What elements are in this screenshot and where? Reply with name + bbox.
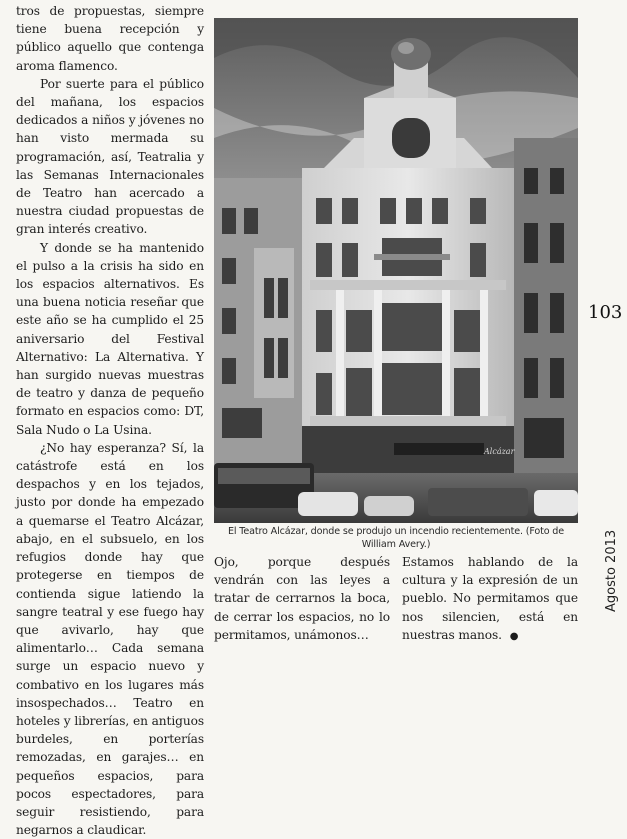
article-paragraph: Y donde se ha mantenido el pulso a la crisis ha sido en los espacios alternativos. Es una buena noticia reseñar que este año se ha cumplido el 25 aniversario del Festival Alternativo: La Alternativa. Y han surgido nuevas muestras de teatro y danza de pequeño formato en espacios como: DT, Sala Nudo o La Usina. [16,240,204,437]
article-paragraph: Por suerte para el público del mañana, los espacios dedicados a niños y jóvenes no han visto mermada su programación, así, Teatralia y las Semanas Internacionales de Teatro han acercado a nuestra ciudad propuestas de gran interés creativo. [16,76,204,237]
article-bottom-column-right [402,553,578,646]
article-closing-text-part2: Estamos hablando de la cultura y la expresión de un pueblo. No permitamos que nos silencien, está en nuestras manos. [402,555,578,642]
end-of-article-mark: ● [509,630,519,642]
article-paragraph: ¿No hay esperanza? Sí, la catástrofe está en los despachos y en los tejados, justo por donde ha empezado a quemarse el Teatro Alcázar, abajo, en el subsuelo, en los refugios donde hay que protegerse en tiempos de contienda sigue latiendo la sangre teatral y ese fuego hay que avivarlo, hay que alimentarlo… Cada semana surge un espacio nuevo y combativo en los lugares más insospechados… Teatro en hoteles y librerías, en antiguos burdeles, en porterías remozadas, en garajes… en pequeños espacios, para pocos espectadores, para seguir resistiendo, para negarnos a claudicar. [16,440,204,838]
article-closing-text-part1: Ojo, porque después vendrán con las leyes a tratar de cerrarnos la boca, de cerrar los espacios, no lo permitamos, unámonos… [214,555,390,642]
article-left-column [16,2,204,839]
theatre-sign: Alcázar [484,447,515,456]
article-bottom-column-middle [214,553,390,644]
photo-caption: El Teatro Alcázar, donde se produjo un incendio recientemente. (Foto de William Avery.) [227,526,565,550]
issue-date: Agosto 2013 [604,529,619,612]
building-illustration [214,18,578,523]
page-number: 103 [588,302,623,323]
teatro-alcazar-photo [214,18,578,523]
article-paragraph: tros de propuestas, siempre tiene buena recepción y público aquello que contenga aroma flamenco. [16,4,204,73]
